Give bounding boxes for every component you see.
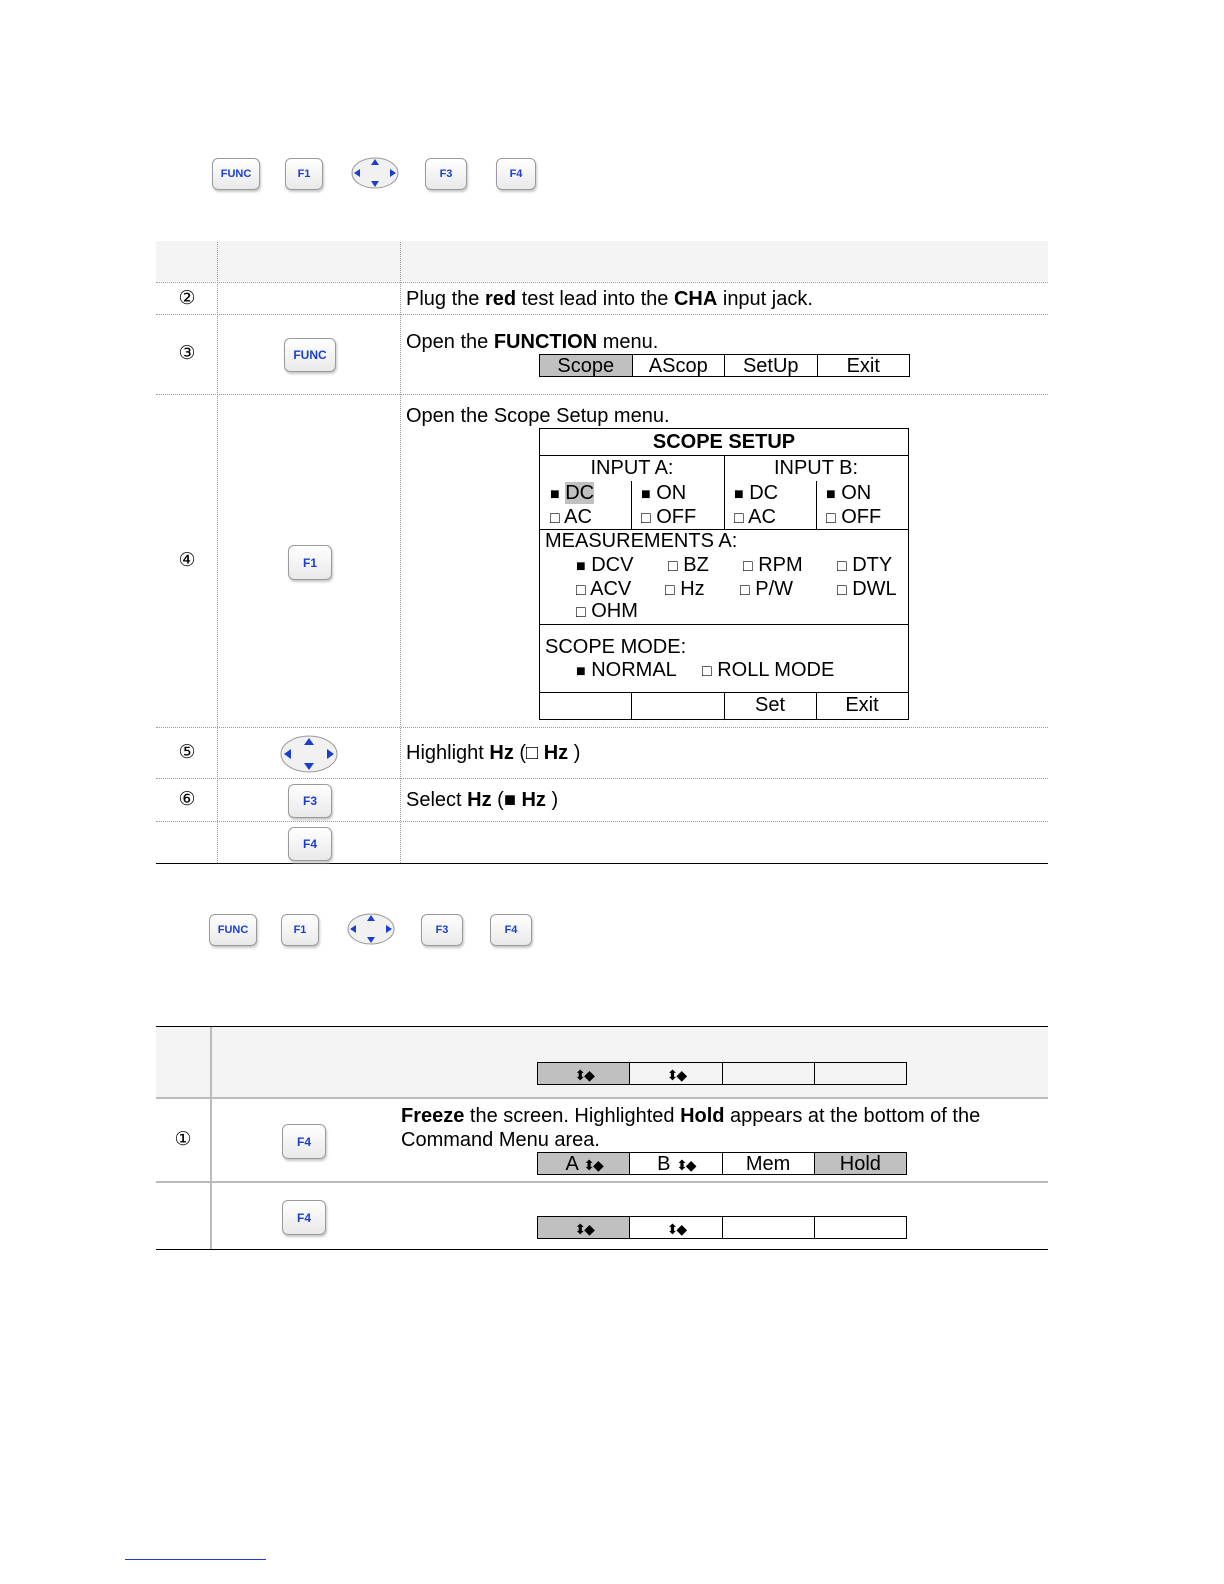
menu-item-a[interactable]: A ⬍◆ <box>538 1153 629 1174</box>
menu-item-empty[interactable] <box>814 1063 906 1084</box>
step-number: ⑤ <box>178 742 196 763</box>
command-menu-bar <box>537 1062 907 1085</box>
mode-option-normal[interactable]: ■ NORMAL <box>576 659 677 681</box>
func-key-icon: FUNC <box>212 158 260 190</box>
menu-item-empty[interactable] <box>814 1217 906 1238</box>
input-a-ac-option[interactable]: □ AC <box>550 506 592 528</box>
meas-option-dwl[interactable]: □ DWL <box>837 578 897 600</box>
meas-option-hz[interactable]: □ Hz <box>665 578 705 600</box>
input-a-off-option[interactable]: □ OFF <box>641 506 697 528</box>
scope-setup-dialog <box>539 428 909 720</box>
input-a-on-option[interactable]: ■ ON <box>641 482 687 504</box>
menu-item-mem[interactable]: Mem <box>722 1153 814 1174</box>
f1-key-icon: F1 <box>285 158 323 190</box>
menu-item-b[interactable]: B ⬍◆ <box>629 1153 721 1174</box>
input-b-dc-option[interactable]: ■ DC <box>734 482 779 504</box>
menu-item-hold[interactable]: Hold <box>814 1153 906 1174</box>
menu-item-b[interactable]: ⬍◆ <box>629 1217 721 1238</box>
f4-key-icon: F4 <box>288 827 332 861</box>
f4-key-icon: F4 <box>282 1124 326 1159</box>
step-number: ② <box>178 288 196 309</box>
input-b-ac-option[interactable]: □ AC <box>734 506 776 528</box>
f4-key-icon: F4 <box>490 914 532 946</box>
step-instruction: Open the FUNCTION menu. <box>406 331 659 353</box>
footer-rule <box>125 1559 266 1560</box>
measurements-label: MEASUREMENTS A: <box>545 530 738 552</box>
menu-item-scope[interactable]: Scope <box>540 355 632 376</box>
step-instruction: Plug the red test lead into the CHA input jack. <box>406 288 813 310</box>
f1-key-icon: F1 <box>281 914 319 946</box>
step-instruction: Open the Scope Setup menu. <box>406 405 670 427</box>
arrow-pad-icon <box>346 912 396 946</box>
menu-item-empty[interactable] <box>722 1063 814 1084</box>
meas-option-pw[interactable]: □ P/W <box>740 578 794 600</box>
f3-key-icon: F3 <box>288 784 332 818</box>
input-b-label: INPUT B: <box>773 457 859 479</box>
step-number: ① <box>174 1129 192 1150</box>
meas-option-dty[interactable]: □ DTY <box>837 554 893 576</box>
func-key-icon: FUNC <box>284 338 336 372</box>
f1-key-icon: F1 <box>288 545 332 580</box>
meas-option-acv[interactable]: □ ACV <box>576 578 632 600</box>
func-key-icon: FUNC <box>209 914 257 946</box>
f4-key-icon: F4 <box>282 1200 326 1235</box>
f3-key-icon: F3 <box>421 914 463 946</box>
f3-key-icon: F3 <box>425 158 467 190</box>
meas-option-dcv[interactable]: ■ DCV <box>576 554 634 576</box>
menu-item-exit[interactable]: Exit <box>817 355 910 376</box>
step-number: ④ <box>178 550 196 571</box>
input-b-on-option[interactable]: ■ ON <box>826 482 872 504</box>
input-b-off-option[interactable]: □ OFF <box>826 506 882 528</box>
menu-item-a[interactable]: ⬍◆ <box>538 1217 629 1238</box>
step-instruction: Freeze the screen. Highlighted Hold appears at the bottom of the <box>401 1105 981 1127</box>
step-instruction: Select Hz (■ Hz ) <box>406 789 559 811</box>
menu-item-b[interactable]: ⬍◆ <box>629 1063 721 1084</box>
meas-option-bz[interactable]: □ BZ <box>668 554 709 576</box>
arrow-pad-icon <box>350 156 400 190</box>
step-instruction-line2: Command Menu area. <box>401 1129 600 1151</box>
command-menu-bar <box>537 1152 907 1175</box>
setup-title: SCOPE SETUP <box>540 429 908 456</box>
menu-item-empty[interactable] <box>722 1217 814 1238</box>
meas-option-ohm[interactable]: □ OHM <box>576 600 638 622</box>
setup-set-button[interactable]: Set <box>754 694 786 716</box>
input-a-dc-option[interactable]: ■ DC <box>550 482 595 504</box>
menu-item-ascop[interactable]: AScop <box>632 355 725 376</box>
menu-item-a[interactable]: ⬍◆ <box>538 1063 629 1084</box>
input-a-label: INPUT A: <box>590 457 674 479</box>
setup-exit-button[interactable]: Exit <box>845 694 879 716</box>
function-menu-bar <box>539 354 910 377</box>
meas-option-rpm[interactable]: □ RPM <box>743 554 803 576</box>
arrow-pad-icon <box>279 734 339 774</box>
scope-mode-label: SCOPE MODE: <box>545 636 687 658</box>
mode-option-roll[interactable]: □ ROLL MODE <box>702 659 835 681</box>
step-number: ⑥ <box>178 789 196 810</box>
command-menu-bar <box>537 1216 907 1239</box>
menu-item-setup[interactable]: SetUp <box>724 355 817 376</box>
f4-key-icon: F4 <box>496 158 536 190</box>
step-instruction: Highlight Hz (□ Hz ) <box>406 742 581 764</box>
step-number: ③ <box>178 343 196 364</box>
